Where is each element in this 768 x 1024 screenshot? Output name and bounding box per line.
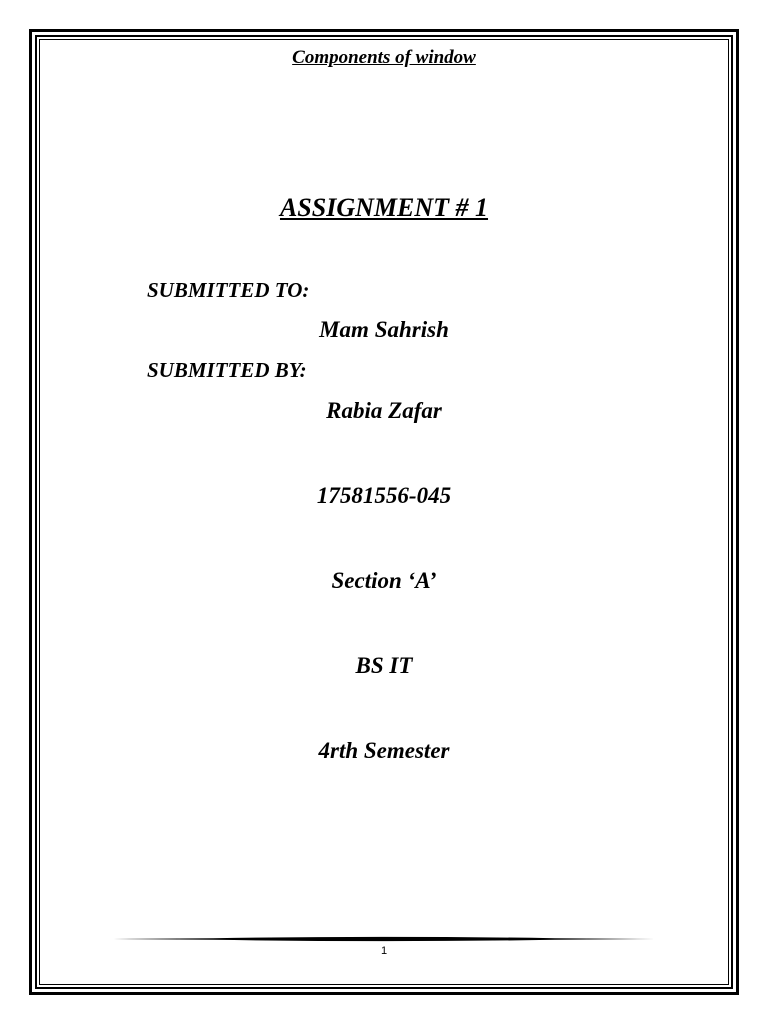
section-label: Section ‘A’ xyxy=(331,568,437,593)
student-name: Rabia Zafar xyxy=(326,398,442,423)
header-title: Components of window xyxy=(292,47,476,68)
page-number: 1 xyxy=(380,945,388,957)
semester-label: 4rth Semester xyxy=(318,738,450,763)
assignment-title: ASSIGNMENT # 1 xyxy=(279,193,489,222)
footer-divider xyxy=(113,933,655,945)
teacher-name: Mam Sahrish xyxy=(319,317,449,342)
program-label: BS IT xyxy=(355,653,413,678)
page-border-inner xyxy=(39,39,729,985)
roll-number: 17581556-045 xyxy=(316,483,452,508)
submitted-to-label: SUBMITTED TO: xyxy=(147,278,310,302)
submitted-by-label: SUBMITTED BY: xyxy=(147,358,307,382)
